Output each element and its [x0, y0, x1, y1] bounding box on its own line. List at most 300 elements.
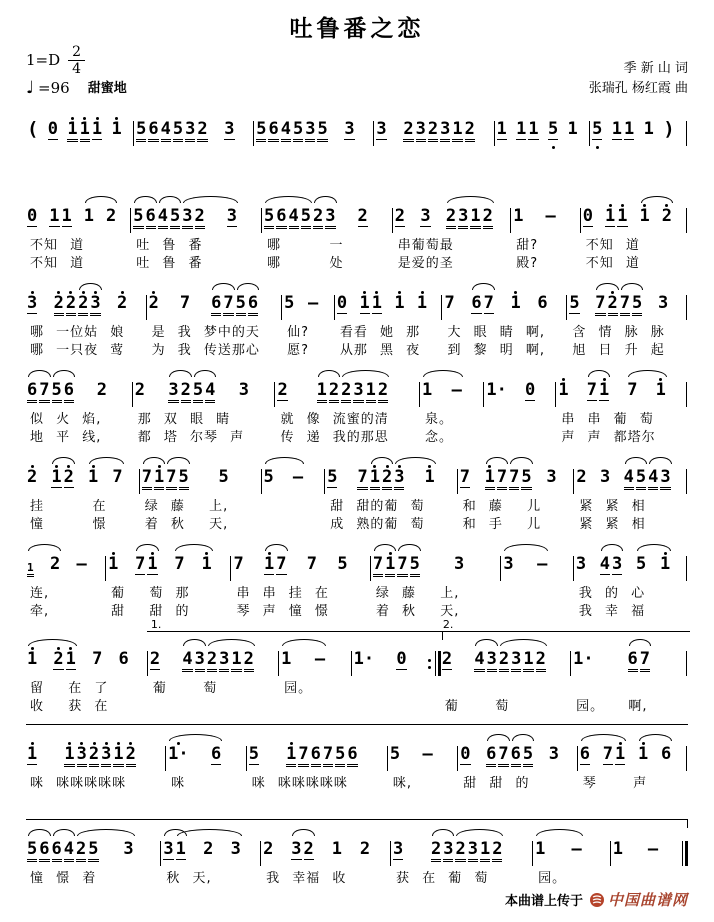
- note-digit: 5: [172, 119, 184, 140]
- beam-underlines: [317, 139, 327, 145]
- note-digit: 5: [409, 554, 420, 575]
- note-digit: 2: [359, 839, 371, 860]
- beam-underlines: [174, 574, 184, 580]
- notation-row: [336, 290, 444, 323]
- note: [232, 551, 244, 584]
- beam-line: [521, 487, 531, 488]
- lyrics-line-1: 园。: [284, 681, 313, 697]
- beam-underlines: [249, 764, 259, 770]
- note-digit: 5: [569, 293, 580, 314]
- note-digit: 3: [458, 206, 469, 227]
- beam-line: [608, 313, 618, 314]
- slur-arc: [423, 370, 463, 377]
- beam-line: [224, 139, 234, 140]
- beam-underlines: [335, 764, 345, 770]
- beam-underlines: [511, 669, 521, 675]
- beam-line: [76, 861, 86, 862]
- beat-group: [52, 646, 77, 679]
- beam-underlines: [88, 487, 98, 493]
- beat-group: [110, 116, 122, 149]
- slur-arc: [53, 370, 76, 377]
- lyrics-line-2: 殿?: [516, 256, 539, 272]
- beam-underlines: [148, 139, 158, 145]
- beat-group: [210, 741, 222, 774]
- lyrics-line-1: [375, 151, 495, 167]
- note: [117, 646, 129, 679]
- note: [247, 290, 259, 323]
- barline: [483, 382, 484, 407]
- note: [51, 836, 63, 869]
- beam-line: [39, 400, 49, 401]
- note: [575, 551, 587, 584]
- lyrics-line-1: 绿 藤 上,: [144, 499, 229, 515]
- beam-line: [163, 859, 173, 860]
- beam-underlines: [620, 313, 630, 319]
- lyrics-line-1: 甜 甜的葡 萄: [330, 499, 425, 515]
- beam-underlines: [118, 669, 128, 675]
- note-digit: 3: [548, 744, 560, 765]
- note-digit: 2: [576, 467, 587, 488]
- slur-arc: [625, 457, 648, 464]
- note: [105, 203, 117, 236]
- system: [26, 368, 688, 446]
- note-digit: 2: [445, 206, 457, 227]
- beat-group: [248, 741, 260, 774]
- beam-underlines: [123, 859, 133, 865]
- beam-line: [327, 487, 337, 488]
- beam-underlines: [549, 764, 559, 770]
- volta-line: [278, 631, 355, 632]
- beam-line: [442, 669, 452, 670]
- note-digit: 2: [430, 839, 442, 860]
- beam-underlines: [523, 764, 533, 770]
- grace-note: [26, 551, 35, 584]
- beam-line: [168, 402, 178, 403]
- note-digit: 0: [460, 744, 471, 765]
- note-digit: 1: [108, 554, 119, 575]
- beam-line: [511, 671, 521, 672]
- beam-line: [317, 402, 327, 403]
- lyrics-line-1: 泉。: [425, 412, 454, 428]
- note: [409, 551, 421, 584]
- beam-line: [293, 139, 303, 140]
- beam-underlines: [135, 574, 145, 580]
- beam-underlines: [458, 226, 468, 232]
- barline: [573, 556, 574, 581]
- beam-line: [446, 228, 456, 229]
- note-digit: 0: [582, 206, 593, 227]
- beam-underlines: [117, 313, 127, 319]
- beam-underlines: [182, 226, 192, 232]
- note-digit: 2: [277, 380, 288, 401]
- beam-underlines: [176, 859, 186, 865]
- note-digit: 7: [306, 554, 318, 575]
- beam-line: [480, 859, 490, 860]
- beam-line: [166, 487, 176, 488]
- beam-line: [431, 861, 441, 862]
- note: [491, 836, 503, 869]
- barline: [570, 651, 571, 676]
- note-digit: 1: [365, 380, 376, 401]
- beam-line: [136, 141, 146, 142]
- slur-arc: [85, 196, 118, 203]
- slur-arc: [183, 196, 238, 203]
- barline: [573, 469, 574, 494]
- note: [635, 464, 647, 497]
- beam-line: [416, 141, 426, 142]
- beat-group: [276, 377, 288, 410]
- measure: [26, 455, 141, 533]
- beam-line: [536, 671, 546, 672]
- note: [497, 741, 509, 774]
- notation-row: [568, 290, 688, 323]
- beat-group: [353, 646, 375, 679]
- beam-line: [603, 764, 613, 765]
- beam-underlines: [444, 313, 454, 319]
- note: [484, 464, 496, 497]
- beam-line: [329, 400, 339, 401]
- beam-underlines: [51, 487, 61, 493]
- note: [76, 741, 88, 774]
- beam-line: [521, 489, 531, 490]
- beat-group: [557, 377, 569, 410]
- barline: [146, 295, 147, 320]
- beam-underlines: [474, 669, 484, 675]
- beam-underlines: [308, 313, 318, 319]
- beat-group: [49, 551, 61, 584]
- beat-group: [263, 551, 288, 584]
- site-logo-icon: [589, 892, 605, 908]
- beat-group: [496, 116, 508, 149]
- beam-line: [88, 861, 98, 862]
- beam-line: [27, 576, 34, 577]
- beam-underlines: [636, 574, 646, 580]
- note-digit: 3: [393, 839, 404, 860]
- slur-arc: [28, 544, 61, 551]
- beam-line: [499, 669, 509, 670]
- note-digit: 3: [224, 119, 235, 140]
- barline: [246, 746, 247, 771]
- note: [657, 290, 669, 323]
- lyrics-line-1: 串 串 葡 萄: [561, 412, 654, 428]
- note-digit: 2: [607, 293, 618, 314]
- beam-line: [548, 139, 558, 140]
- beam-line: [27, 226, 37, 227]
- slur-arc: [371, 457, 394, 464]
- notation-row: [26, 741, 167, 774]
- lyrics-line-2: 着 秋 天,: [144, 517, 229, 533]
- beam-underlines: [264, 487, 274, 493]
- site-logo[interactable]: [589, 889, 688, 910]
- beam-underlines: [420, 226, 430, 232]
- beam-underlines: [644, 139, 654, 145]
- lyrics-line-2: 和 手 儿: [462, 517, 542, 533]
- beam-underlines: [397, 574, 407, 580]
- beam-line: [301, 226, 311, 227]
- note: [167, 741, 189, 774]
- measure: [232, 542, 371, 620]
- note-digit: 1: [27, 649, 38, 670]
- slur-arc: [472, 283, 495, 290]
- beam-line: [52, 402, 62, 403]
- beam-underlines: [485, 487, 495, 493]
- slur-arc: [212, 283, 235, 290]
- note: [280, 116, 292, 149]
- beam-underlines: [658, 313, 668, 319]
- note-digit: 1: [113, 744, 124, 765]
- note: [61, 203, 73, 236]
- beam-line: [211, 764, 221, 765]
- beam-underlines: [163, 859, 173, 865]
- measure: [326, 455, 458, 533]
- beam-underlines: [307, 574, 317, 580]
- beam-line: [516, 139, 526, 140]
- rest-note: [336, 290, 348, 323]
- notation-row: [557, 377, 688, 410]
- slur-arc: [581, 734, 627, 741]
- beam-line: [39, 402, 49, 403]
- lyrics-line-1: 挂 在: [30, 499, 107, 515]
- note-digit: 2: [381, 467, 393, 488]
- beam-underlines: [27, 400, 37, 406]
- note-digit: 2: [49, 554, 61, 575]
- note: [66, 116, 78, 149]
- slur-arc: [475, 639, 498, 646]
- beam-line: [468, 859, 478, 860]
- note-digit: 5: [256, 119, 267, 140]
- beam-line: [636, 489, 646, 490]
- note: [125, 741, 137, 774]
- note: [331, 836, 343, 869]
- beam-line: [640, 669, 650, 670]
- beam-underlines: [354, 669, 374, 675]
- beam-underlines: [471, 313, 481, 319]
- beam-line: [443, 861, 453, 862]
- note: [160, 116, 172, 149]
- measure: [336, 281, 444, 359]
- beam-line: [385, 576, 395, 577]
- note: [328, 377, 340, 410]
- note-digit: 2: [464, 119, 475, 140]
- lyrics-line-1: 咪: [171, 776, 186, 792]
- beam-line: [146, 228, 156, 229]
- note-digit: 3: [76, 744, 87, 765]
- beam-line: [248, 315, 258, 316]
- site-name: 中国曲谱网: [607, 891, 688, 909]
- beam-underlines: [372, 313, 382, 319]
- volta-line: [570, 631, 690, 632]
- lyrics-line-1: 不知 道: [30, 238, 85, 254]
- note-digit: 2: [78, 293, 89, 314]
- beam-line: [211, 315, 221, 316]
- beat-group: [223, 116, 235, 149]
- note: [602, 741, 614, 774]
- beam-line: [347, 764, 357, 765]
- note: [145, 203, 157, 236]
- barline: [555, 382, 556, 407]
- beam-line: [440, 141, 450, 142]
- system: [26, 194, 688, 272]
- measure: [263, 455, 327, 533]
- note: [377, 377, 389, 410]
- beam-line: [286, 766, 296, 767]
- beam-line: [170, 228, 180, 229]
- beat-group: [26, 741, 38, 774]
- beam-underlines: [112, 487, 122, 493]
- note: [594, 290, 606, 323]
- note: [470, 290, 482, 323]
- beat-group: [534, 836, 546, 869]
- beam-underlines: [376, 139, 386, 145]
- barline: [686, 556, 687, 581]
- beam-line: [370, 487, 380, 488]
- note-digit: 3: [394, 467, 405, 488]
- beam-underlines: [170, 226, 180, 232]
- beam-underlines: [264, 226, 274, 232]
- beam-line: [231, 669, 241, 670]
- beam-line: [136, 139, 146, 140]
- note: [457, 203, 469, 236]
- beat-group: [107, 551, 119, 584]
- beat-group: [594, 290, 643, 323]
- note: [79, 116, 91, 149]
- note-digit: 2: [76, 839, 87, 860]
- note: [631, 290, 643, 323]
- beat-group: [643, 116, 655, 149]
- beam-line: [483, 226, 493, 227]
- note-digit: 1: [79, 119, 90, 140]
- octave-dot-below-slot: [552, 145, 555, 149]
- note-digit: 6: [27, 380, 38, 401]
- beam-line: [498, 766, 508, 767]
- note-digit: 2: [125, 744, 136, 765]
- barline: [261, 469, 262, 494]
- note: [402, 116, 414, 149]
- beat-group: [402, 116, 476, 149]
- beam-underlines: [64, 859, 74, 865]
- note-digit: —: [451, 380, 462, 401]
- beam-line: [410, 574, 420, 575]
- note: [51, 377, 63, 410]
- beam-line: [80, 139, 90, 140]
- beat-group: [575, 551, 587, 584]
- beam-underlines: [264, 574, 274, 580]
- beam-line: [77, 766, 87, 767]
- beam-underlines: [219, 669, 229, 675]
- expression-marking: 甜蜜地: [87, 80, 127, 96]
- repeat-barline: [428, 651, 441, 676]
- note: [661, 203, 673, 236]
- lyrics-line-1: [263, 499, 327, 515]
- note-digit: 7: [444, 293, 455, 314]
- beat-group: [306, 551, 318, 584]
- measure: [568, 281, 688, 359]
- measure: [575, 455, 688, 533]
- beat-group: [445, 203, 494, 236]
- note: [89, 290, 101, 323]
- beam-underlines: [612, 574, 622, 580]
- lyrics-line-1: 大 眼 睛 啊,: [447, 325, 546, 341]
- note-digit: —: [537, 554, 548, 575]
- beam-underlines: [27, 139, 38, 145]
- beam-line: [403, 139, 413, 140]
- note: [611, 551, 623, 584]
- note: [469, 203, 481, 236]
- beat-group: [50, 464, 75, 497]
- note: [604, 203, 616, 236]
- note-digit: 6: [39, 839, 50, 860]
- beat-group: [232, 551, 244, 584]
- measure: [485, 368, 557, 446]
- lyrics-line-1: [485, 412, 557, 428]
- beat-group: [331, 836, 343, 869]
- beam-underlines: [201, 574, 211, 580]
- lyrics-line-2: 成 熟的葡 萄: [330, 517, 425, 533]
- uploaded-by-text: 本曲谱上传于: [504, 894, 583, 909]
- beat-group: [263, 464, 275, 497]
- note: [52, 646, 64, 679]
- barline: [130, 208, 131, 233]
- note-digit: 1: [523, 649, 534, 670]
- beat-group: [599, 464, 611, 497]
- lyrics-line-1: [496, 151, 592, 167]
- note-digit: 7: [639, 649, 651, 670]
- note-digit: 2: [661, 206, 672, 227]
- barline: [419, 382, 420, 407]
- beam-line: [394, 487, 404, 488]
- beam-line: [410, 576, 420, 577]
- beat-group: [314, 646, 326, 679]
- note: [248, 741, 260, 774]
- beam-line: [67, 141, 77, 142]
- note: [202, 836, 214, 869]
- beam-underlines: [442, 669, 452, 675]
- notation-row: [496, 116, 592, 149]
- note: [303, 836, 315, 869]
- note-digit: 0: [27, 206, 38, 227]
- note: [326, 464, 338, 497]
- note-digit: 2: [441, 649, 453, 670]
- note-digit: 2: [313, 206, 324, 227]
- note-digit: 4: [648, 467, 659, 488]
- note: [639, 646, 651, 679]
- note-digit: 1: [567, 119, 578, 140]
- notation-row: [394, 203, 513, 236]
- note: [181, 646, 193, 679]
- beat-group: [423, 464, 435, 497]
- barline: [147, 651, 148, 676]
- note-digit: 3: [238, 380, 250, 401]
- beam-underlines: [511, 313, 521, 319]
- beam-underlines: [470, 226, 480, 232]
- system: [26, 618, 688, 715]
- note-digit: 3: [123, 839, 134, 860]
- note-digit: 7: [627, 380, 638, 401]
- note-digit: 1: [535, 839, 546, 860]
- time-signature-denominator: 4: [72, 61, 82, 77]
- beam-line: [394, 489, 404, 490]
- beam-line: [486, 764, 496, 765]
- beam-underlines: [465, 139, 475, 145]
- note: [235, 290, 247, 323]
- note: [192, 377, 204, 410]
- beat-group: [623, 464, 672, 497]
- beam-line: [298, 766, 308, 767]
- lyrics-line-1: 哪 一: [267, 238, 344, 254]
- beam-line: [64, 487, 74, 488]
- notation-row: [612, 836, 688, 869]
- note-digit: 6: [537, 293, 548, 314]
